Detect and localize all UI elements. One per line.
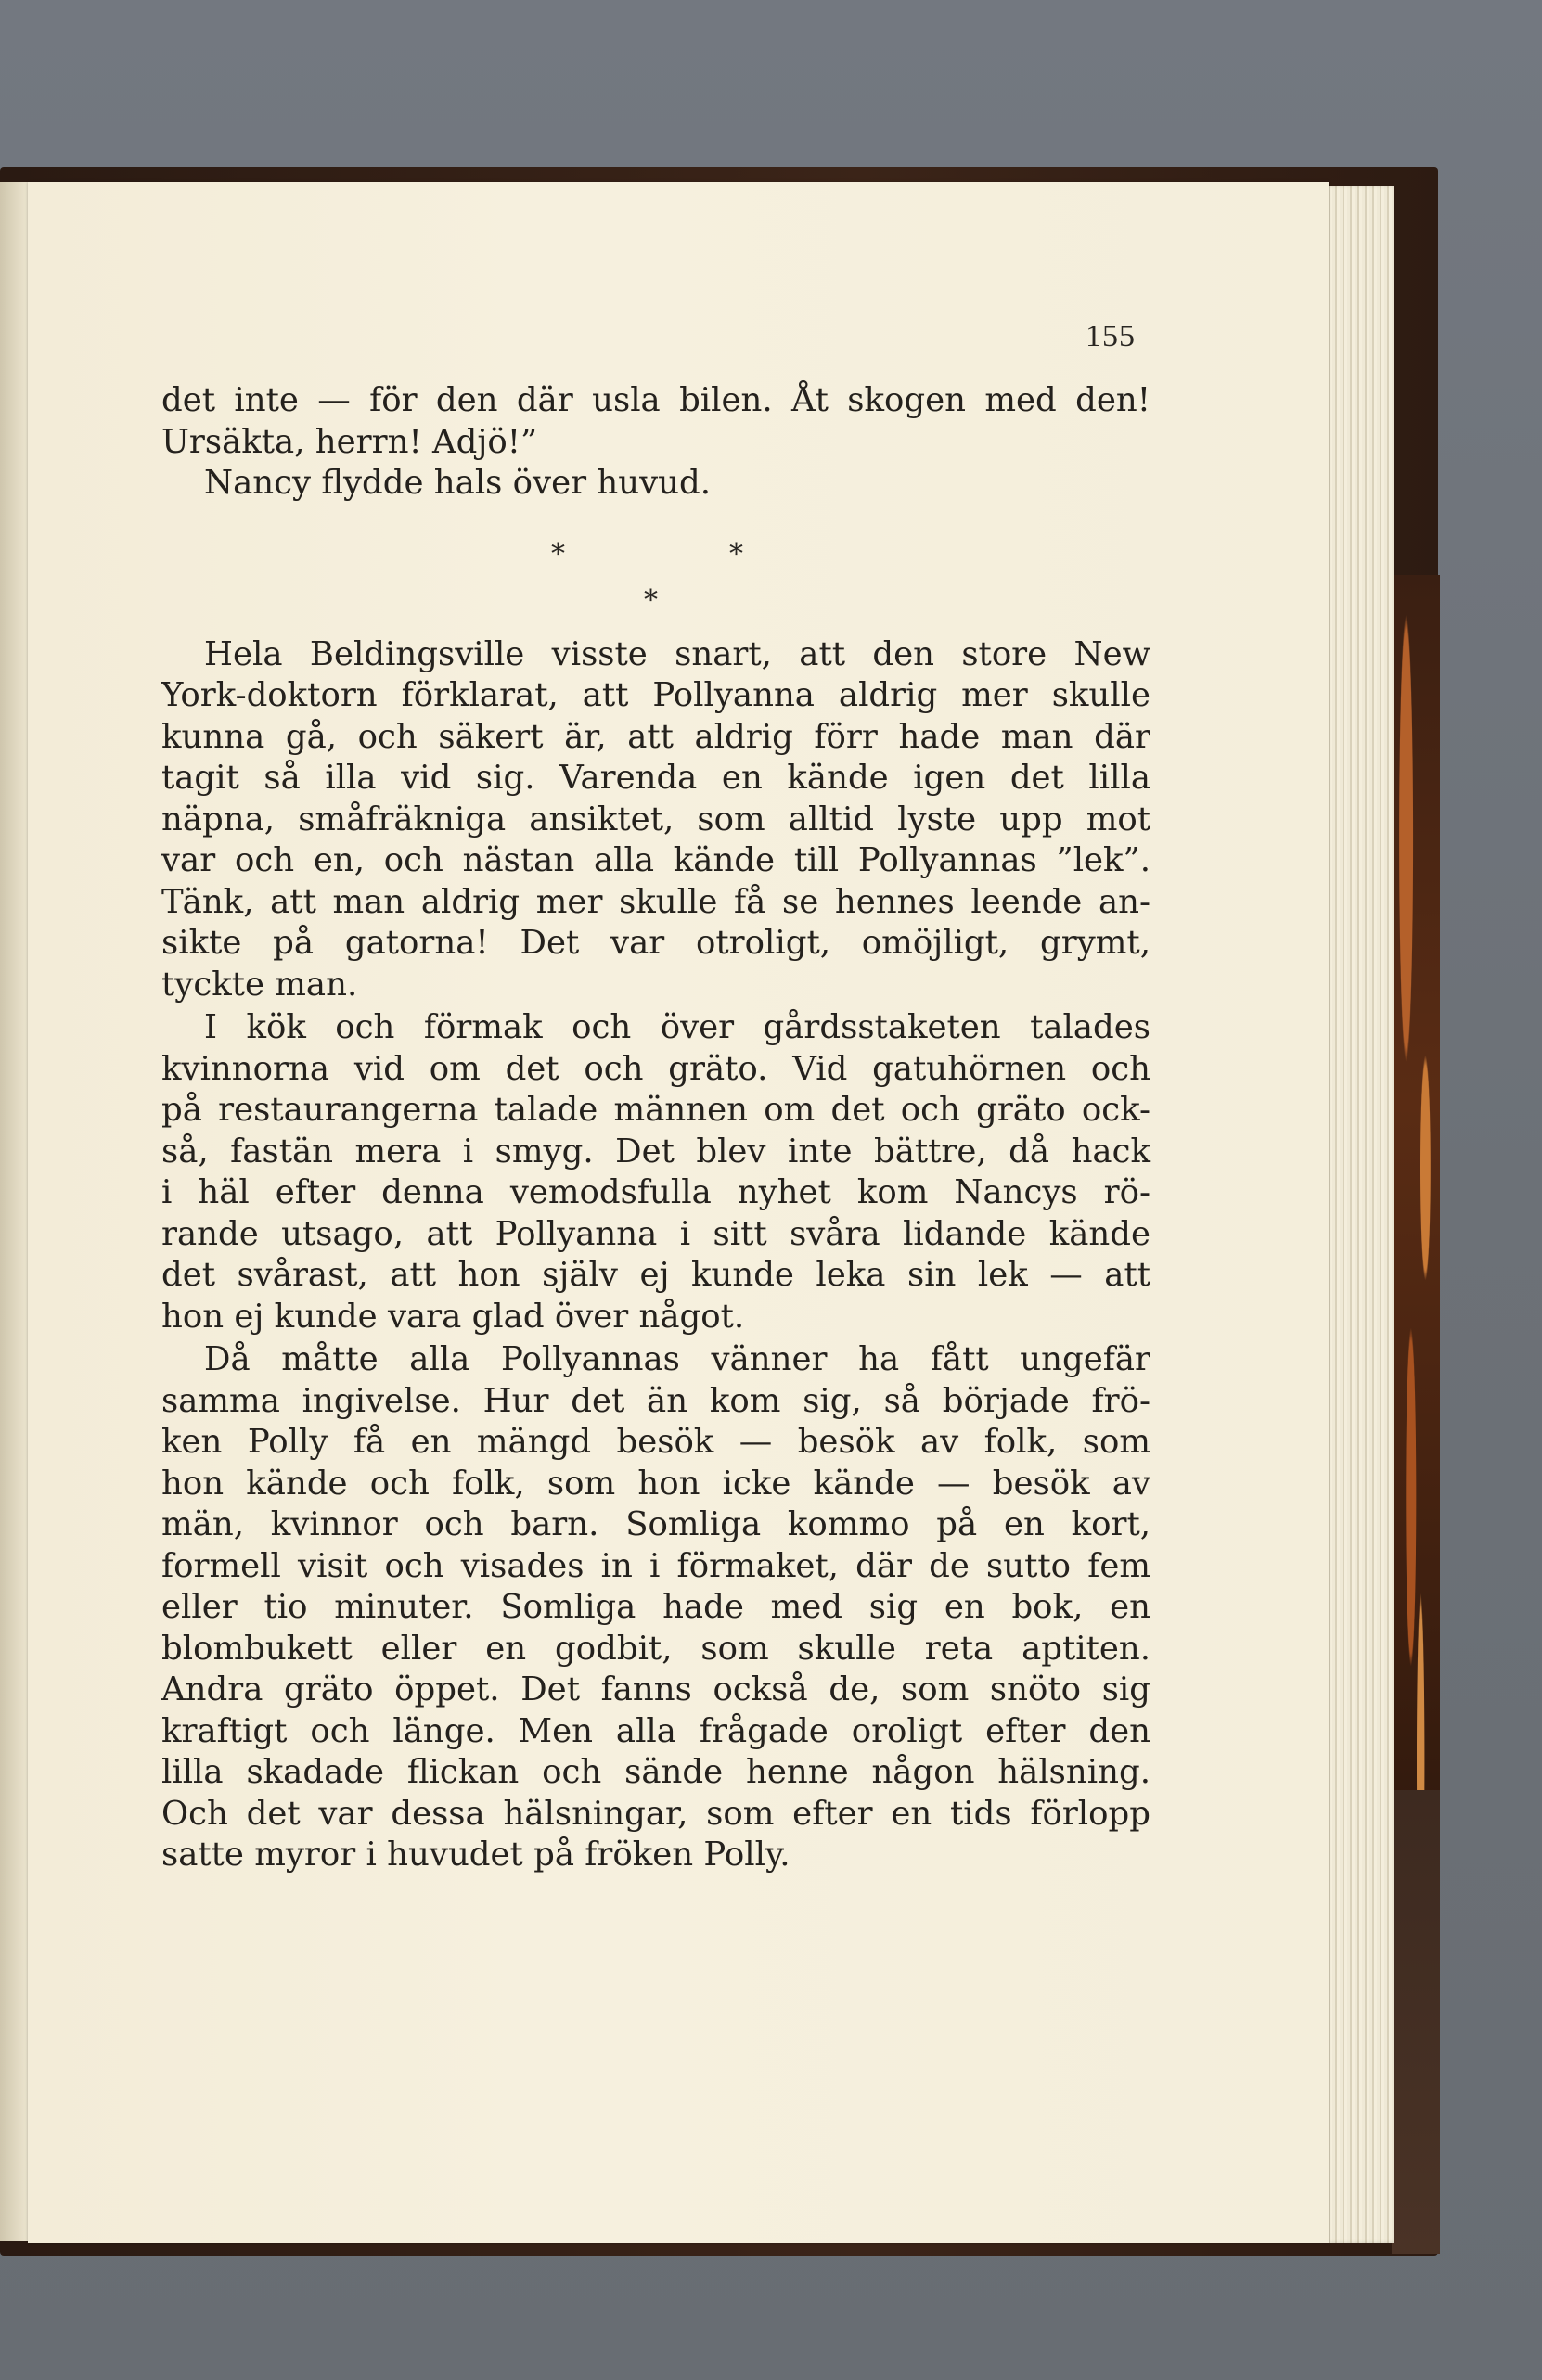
text-line: Nancy flydde hals över huvud. [204, 464, 712, 502]
previous-page-edge [0, 182, 28, 2241]
text-line: det svårast, att hon själv ej kunde leka sin lek — att [161, 1256, 1150, 1294]
paragraph [161, 634, 1150, 1006]
asterisk: * [551, 537, 565, 570]
page-text [161, 380, 1150, 1876]
asterisk: * [644, 583, 658, 617]
text-line: män, kvinnor och barn. Somliga kommo på en kort, [161, 1505, 1150, 1543]
text-line: Och det var dessa hälsningar, som efter en tids förlopp [161, 1794, 1150, 1833]
text-line: eller tio minuter. Somliga hade med sig en bok, en [161, 1588, 1150, 1626]
text-line: ken Polly få en mängd besök — besök av folk, som [161, 1423, 1150, 1461]
paragraph [161, 1007, 1150, 1337]
text-line: Andra gräto öppet. Det fanns också de, som snöto sig [161, 1670, 1150, 1708]
text-line: blombukett eller en godbit, som skulle reta aptiten. [161, 1629, 1150, 1668]
text-line: Hela Beldingsville visste snart, att den store New [204, 634, 1150, 673]
text-line: tyckte man. [161, 965, 358, 1004]
text-line: hon ej kunde vara glad över något. [161, 1297, 745, 1336]
text-line: Tänk, att man aldrig mer skulle få se hennes leende an- [161, 882, 1150, 921]
text-line: satte myror i huvudet på fröken Polly. [161, 1836, 790, 1874]
text-line: näpna, småfräkniga ansiktet, som alltid lyste upp mot [161, 800, 1150, 838]
text-line: på restaurangerna talade männen om det och gräto ock- [161, 1091, 1150, 1129]
text-line: Då måtte alla Pollyannas vänner ha fått ungefär [204, 1340, 1150, 1378]
text-line: tagit så illa vid sig. Varenda en kände igen det lilla [161, 759, 1150, 797]
opening-paragraph [161, 380, 1150, 505]
text-line: York-doktorn förklarat, att Pollyanna aldrig mer skulle [161, 676, 1150, 714]
text-line: kunna gå, och säkert är, att aldrig förr hade man där [161, 717, 1150, 756]
marbled-cover-edge [1392, 575, 1440, 1892]
text-line: kvinnorna vid om det och gräto. Vid gatuhörnen och [161, 1049, 1150, 1088]
text-line: kraftigt och länge. Men alla frågade oroligt efter den [161, 1711, 1150, 1750]
text-line: det inte — för den där usla bilen. Åt skogen med den! [161, 381, 1150, 419]
text-line: samma ingivelse. Hur det än kom sig, så började frö- [161, 1381, 1150, 1420]
paragraph [161, 1339, 1150, 1876]
page-stack-edge [1317, 186, 1394, 2243]
text-line: i häl efter denna vemodsfulla nyhet kom Nancys rö- [161, 1173, 1150, 1211]
asterisk: * [729, 537, 743, 570]
text-line: var och en, och nästan alla kände till Pollyannas ”lek”. [161, 841, 1150, 879]
text-line: lilla skadade flickan och sände henne någon hälsning. [161, 1753, 1150, 1791]
text-line: Ursäkta, herrn! Adjö!” [161, 422, 538, 461]
text-line: rande utsago, att Pollyanna i sitt svåra lidande kände [161, 1214, 1150, 1253]
page-number: 155 [1086, 319, 1136, 353]
text-line: hon kände och folk, som hon icke kände — besök av [161, 1464, 1150, 1503]
section-break [161, 505, 1150, 634]
text-line: I kök och förmak och över gårdsstaketen talades [204, 1008, 1150, 1046]
text-line: sikte på gatorna! Det var otroligt, omöjligt, grymt, [161, 924, 1150, 962]
text-line: formell visit och visades in i förmaket, där de sutto fem [161, 1546, 1150, 1585]
cover-corner [1392, 1790, 1440, 2254]
text-line: så, fastän mera i smyg. Det blev inte bättre, då hack [161, 1132, 1150, 1171]
